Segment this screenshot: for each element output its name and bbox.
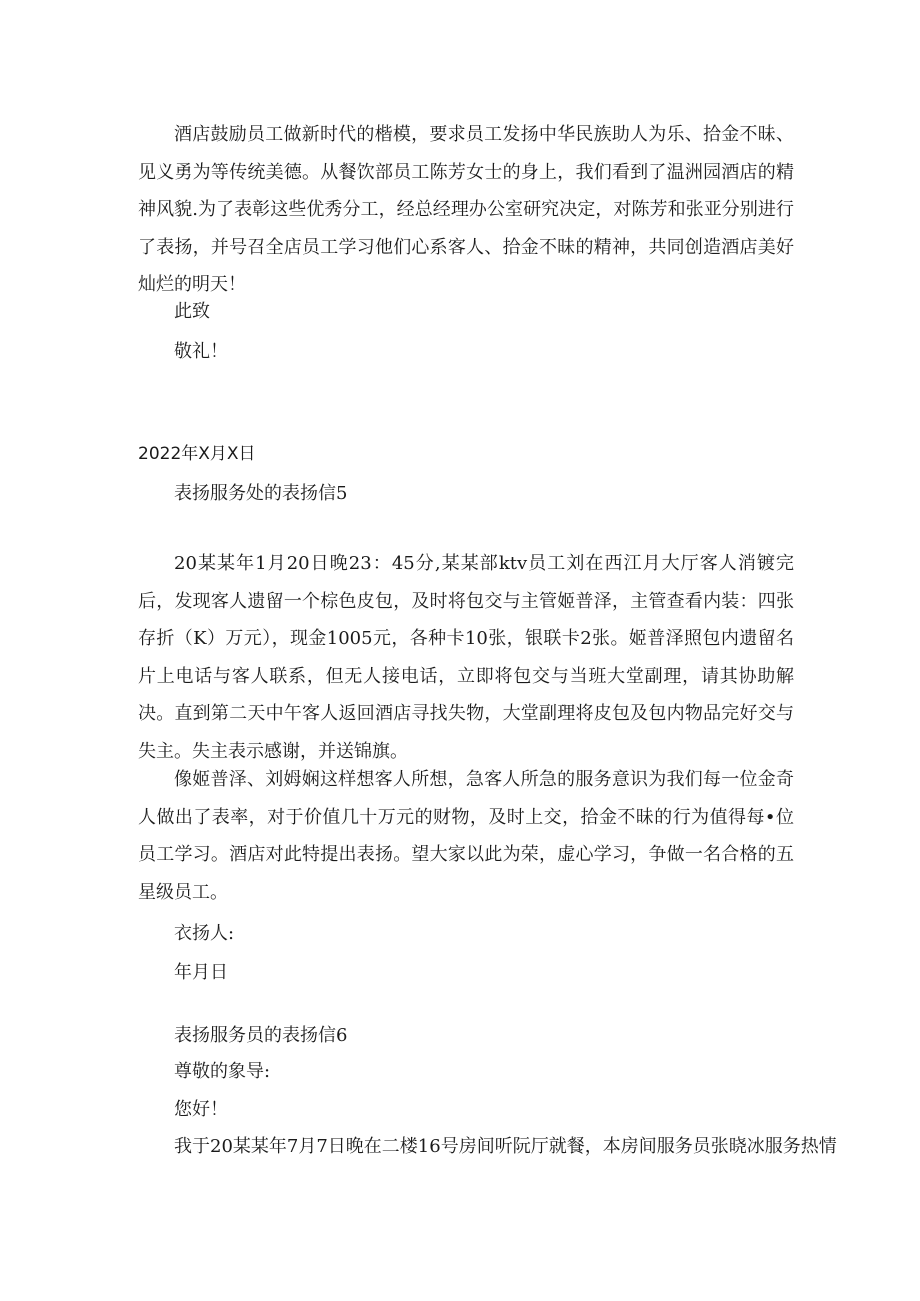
closing-line-2: 敬礼！ bbox=[174, 341, 228, 362]
signature-label: 衣扬人: bbox=[174, 923, 235, 944]
letter-heading-6: 表扬服务员的表扬信6 bbox=[174, 1025, 348, 1046]
paragraph-commendation-2: 20某某年1月20日晚23：45分,某某部ktv员工刘在西江月大厅客人消镀完后，发现客人遗留一个棕色皮包，及时将包交与主管姬普泽，主管查看内装：四张存折（K）万元），现金1005元，各种卡10张，银联卡2张。姬普泽照包内遗留名片上电话与客人联系，但无人接电话，立即将包交与当班大堂副理，请其协助解决。直到第二天中午客人返回酒店寻找失物，大堂副理将皮包及包内物品完好交与失主。失主表示感谢，并送锦旗。 bbox=[138, 553, 794, 762]
closing-line-1: 此致 bbox=[174, 301, 210, 322]
paragraph-commendation-1: 酒店鼓励员工做新时代的楷模，要求员工发扬中华民族助人为乐、拾金不昧、见义勇为等传统美德。从餐饮部员工陈芳女士的身上，我们看到了温洲园酒店的精神风貌.为了表彰这些优秀分工，经总经理办公室研究决定，对陈芳和张亚分别进行了表扬，并号召全店员工学习他们心系客人、拾金不昧的精神，共同创造酒店美好灿烂的明天！ bbox=[138, 124, 794, 295]
date-line: 2022年X月X日 bbox=[138, 444, 256, 464]
greeting-line: 您好！ bbox=[174, 1099, 228, 1120]
signature-date: 年月日 bbox=[174, 962, 228, 983]
paragraph-commendation-3: 像姬普泽、刘姆娴这样想客人所想，急客人所急的服务意识为我们每一位金奇人做出了表率，对于价值几十万元的财物，及时上交，拾金不昧的行为值得每•位员工学习。酒店对此特提出表扬。望大家以此为荣，虚心学习，争做一名合格的五星级员工。 bbox=[138, 769, 794, 903]
letter-heading-5: 表扬服务处的表扬信5 bbox=[174, 483, 348, 504]
paragraph-commendation-4: 我于20某某年7月7日晚在二楼16号房间听阮厅就餐，本房间服务员张晓冰服务热情 bbox=[174, 1136, 837, 1157]
salutation-line: 尊敬的象导: bbox=[174, 1061, 271, 1082]
